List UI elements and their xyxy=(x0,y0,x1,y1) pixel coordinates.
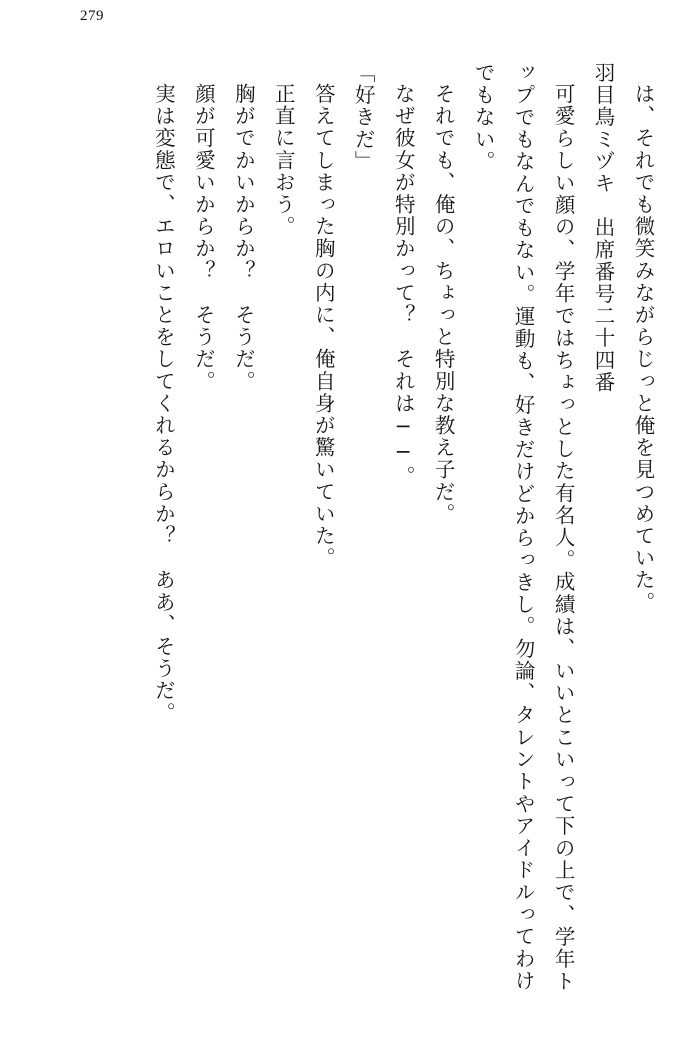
paragraph: は、それでも微笑みながらじっと俺を見つめていた。 xyxy=(631,82,655,613)
paragraph: 正直に言おう。 xyxy=(271,82,296,238)
paragraph: 「好きだ」 xyxy=(351,62,376,173)
paragraph: それでも、俺の、ちょっと特別な教え子だ。 xyxy=(431,82,456,525)
paragraph: 可愛らしい顔の、学年ではちょっとした有名人。成績は、いいとこいって下の上で、学年トップでもなんでもない。運動も、好きだけどからっきし。勿論、タレントやアイドルってわけでもない。 xyxy=(471,62,576,992)
paragraph: 顔が可愛いからか？ そうだ。 xyxy=(191,82,216,392)
paragraph: 胸がでかいからか？ そうだ。 xyxy=(231,82,256,392)
page-body-text xyxy=(42,62,662,992)
paragraph: 実は変態で、エロいことをしてくれるからか？ ああ、そうだ。 xyxy=(151,82,176,724)
paragraph: 答えてしまった胸の内に、俺自身が驚いていた。 xyxy=(311,82,336,569)
paragraph: 羽目鳥ミヅキ 出席番号二十四番 xyxy=(591,62,616,394)
paragraph: なぜ彼女が特別かって？ それは──。 xyxy=(391,82,416,488)
page-number: 279 xyxy=(80,8,104,24)
